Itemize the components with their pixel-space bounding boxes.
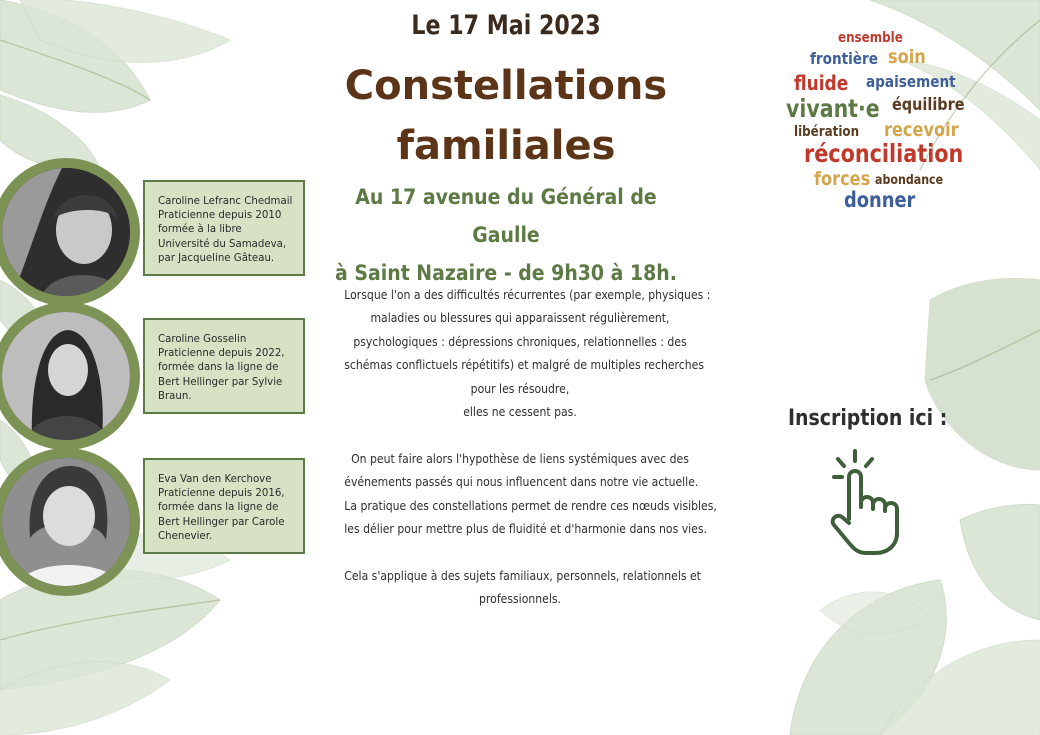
- description-line: pour les résoudre,: [470, 380, 570, 396]
- cloud-word: frontière: [810, 49, 878, 68]
- practitioner-line: Chenevier.: [158, 530, 213, 542]
- description-line: professionnels.: [479, 591, 561, 607]
- practitioner-line: formée dans la ligne de: [158, 502, 279, 514]
- practitioner-name: Caroline Gosselin: [158, 334, 247, 345]
- description-line: maladies ou blessures qui apparaissent régulièrement,: [370, 310, 670, 326]
- cloud-word: forces: [814, 168, 871, 190]
- portrait-image: [2, 168, 130, 296]
- practitioner-line: Praticienne depuis 2022,: [158, 348, 285, 360]
- description-line: événements passés qui nous influencent dans notre vie actuelle.: [344, 474, 699, 490]
- description-line: La pratique des constellations permet de rendre ces nœuds visibles,: [344, 497, 717, 513]
- cloud-word: soin: [888, 46, 926, 68]
- practitioner-photo-2: [0, 302, 140, 450]
- cloud-word: recevoir: [884, 119, 959, 141]
- cloud-word: ensemble: [838, 30, 903, 46]
- inscription-label: Inscription ici :: [788, 406, 948, 431]
- cloud-word: équilibre: [892, 95, 965, 115]
- practitioner-line: par Jacqueline Gâteau.: [158, 252, 275, 264]
- cloud-word: réconciliation: [804, 139, 964, 168]
- description-line: schémas conflictuels répétitifs) et malgré de multiples recherches: [344, 357, 705, 373]
- venue-address: Au 17 avenue du Général de Gaulle: [355, 185, 657, 247]
- cloud-word: donner: [844, 188, 916, 212]
- description: [318, 283, 722, 611]
- practitioner-line: Bert Hellinger par Carole: [158, 516, 285, 528]
- description-line: Cela s'applique à des sujets familiaux, personnels, relationnels et: [344, 567, 701, 583]
- practitioner-line: Praticienne depuis 2010: [158, 210, 282, 222]
- practitioner-card-1: [143, 180, 305, 276]
- cloud-word: apaisement: [866, 72, 956, 91]
- venue: [300, 178, 712, 292]
- practitioner-line: Bert Hellinger par Sylvie: [158, 376, 283, 388]
- practitioner-line: Praticienne depuis 2016,: [158, 488, 285, 500]
- cloud-word: abondance: [875, 173, 944, 188]
- portrait-image: [2, 312, 130, 440]
- practitioner-name: Eva Van den Kerchove: [158, 474, 272, 485]
- cloud-word: fluide: [794, 71, 849, 95]
- description-line: psychologiques : dépressions chroniques, relationnelles : des: [353, 333, 687, 349]
- practitioner-photo-3: [0, 448, 140, 596]
- practitioner-card-2: [143, 318, 305, 414]
- word-cloud: [780, 26, 970, 216]
- pointing-hand-icon[interactable]: [826, 447, 916, 559]
- practitioner-name: Caroline Lefranc Chedmail: [158, 196, 293, 207]
- practitioner-line: Université du Samadeva,: [158, 238, 287, 250]
- description-line: On peut faire alors l'hypothèse de liens systémiques avec des: [351, 450, 689, 466]
- practitioner-line: formée dans la ligne de: [158, 362, 279, 374]
- practitioner-card-3: [143, 458, 305, 554]
- description-line: les délier pour mettre plus de fluidité et d'harmonie dans nos vies.: [344, 521, 707, 537]
- portrait-image: [2, 458, 130, 586]
- cloud-word: vivant·e: [786, 94, 880, 123]
- venue-city-time: à Saint Nazaire - de 9h30 à 18h.: [335, 261, 677, 285]
- practitioner-line: Braun.: [158, 390, 192, 402]
- page-title: [300, 56, 712, 176]
- practitioner-photo-1: [0, 158, 140, 306]
- description-line: elles ne cessent pas.: [463, 404, 577, 420]
- cloud-word: libération: [794, 124, 860, 140]
- title-line-2: familiales: [396, 123, 616, 169]
- practitioner-line: formée à la libre: [158, 224, 242, 236]
- description-line: Lorsque l'on a des difficultés récurrentes (par exemple, physiques :: [344, 287, 711, 302]
- title-line-1: Constellations: [344, 63, 668, 109]
- event-date: Le 17 Mai 2023: [411, 10, 601, 41]
